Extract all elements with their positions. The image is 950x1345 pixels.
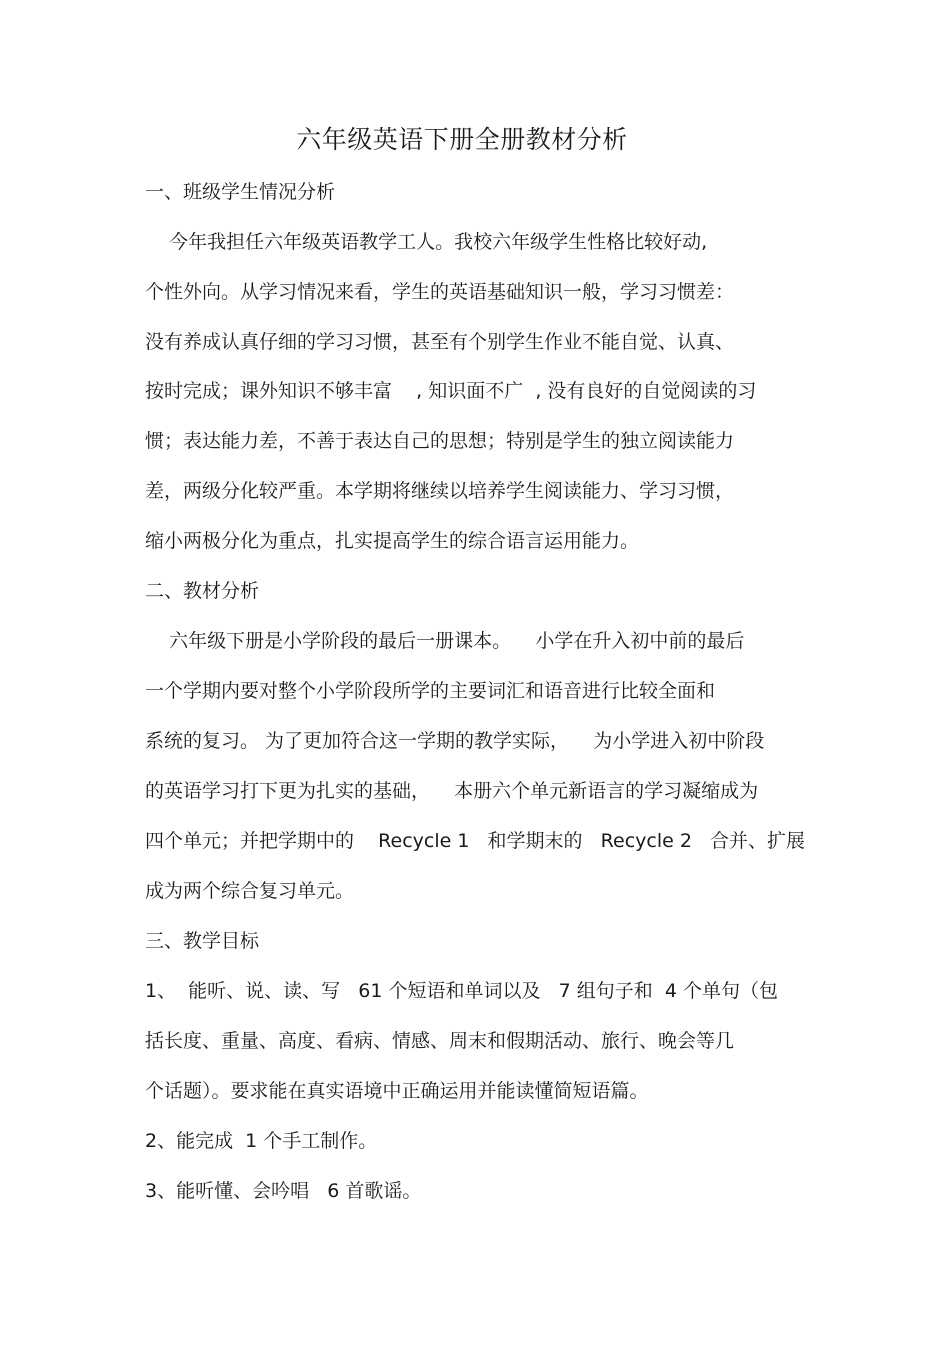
paragraph-line: 缩小两极分化为重点，扎实提高学生的综合语言运用能力。 [145,530,640,552]
paragraph-line: 成为两个综合复习单元。 [145,880,355,902]
paragraph-line: 四个单元；并把学期中的 Recycle 1 和学期末的 Recycle 2 合并、扩展 [145,830,806,852]
paragraph-line: 惯；表达能力差，不善于表达自己的思想；特别是学生的独立阅读能力 [145,430,735,452]
section-heading-textbook-analysis: 二、教材分析 [145,580,260,602]
paragraph-line: 按时完成；课外知识不够丰富 , 知识面不广 , 没有良好的自觉阅读的习 [145,380,757,402]
goal-item-line: 括长度、重量、高度、看病、情感、周末和假期活动、旅行、晚会等几 [145,1030,735,1052]
goal-item-line: 个话题）。要求能在真实语境中正确运用并能读懂简短语篇。 [145,1080,649,1102]
paragraph-line: 个性外向。从学习情况来看，学生的英语基础知识一般，学习习惯差： [145,281,735,303]
paragraph-line: 差，两级分化较严重。本学期将继续以培养学生阅读能力、学习习惯， [145,480,735,502]
paragraph-line: 没有养成认真仔细的学习习惯，甚至有个别学生作业不能自觉、认真、 [145,331,735,353]
goal-item-line: 3、能听懂、会吟唱 6 首歌谣。 [145,1180,422,1202]
section-heading-teaching-goals: 三、教学目标 [145,930,260,952]
section-heading-class-analysis: 一、班级学生情况分析 [145,181,336,203]
goal-item-line: 2、能完成 1 个手工制作。 [145,1130,378,1152]
paragraph-line: 的英语学习打下更为扎实的基础， 本册六个单元新语言的学习凝缩成为 [145,780,759,802]
goal-item-line: 1、 能听、说、读、写 61 个短语和单词以及 7 组句子和 4 个单句（包 [145,980,778,1002]
paragraph-line: 六年级下册是小学阶段的最后一册课本。 小学在升入初中前的最后 [145,630,745,652]
document-title: 六年级英语下册全册教材分析 [296,125,628,154]
paragraph-line: 一个学期内要对整个小学阶段所学的主要词汇和语音进行比较全面和 [145,680,716,702]
paragraph-line: 今年我担任六年级英语教学工人。我校六年级学生性格比较好动, [145,231,708,253]
paragraph-line: 系统的复习。 为了更加符合这一学期的教学实际， 为小学进入初中阶段 [145,730,765,752]
